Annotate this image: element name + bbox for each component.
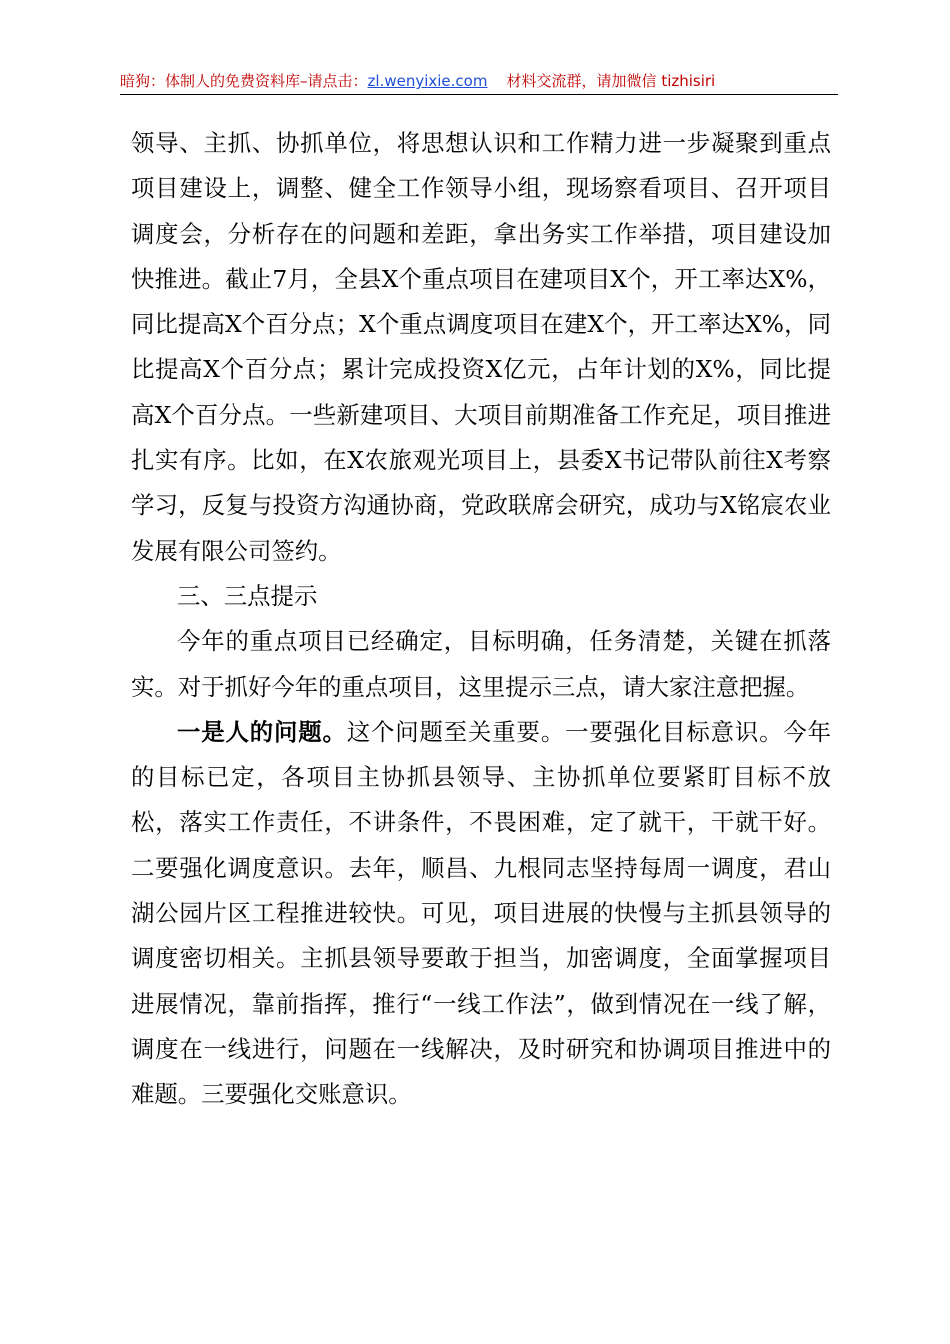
document-body	[131, 121, 831, 1118]
header-link[interactable]: zl.wenyixie.com	[367, 72, 488, 90]
header-contact-text: 材料交流群，请加微信 tizhisiri	[506, 72, 716, 90]
header-source-label: 暗狗：体制人的免费资料库	[120, 72, 301, 90]
paragraph-continuation: 领导、主抓、协抓单位，将思想认识和工作精力进一步凝聚到重点项目建设上，调整、健全工作领导小组，现场察看项目、召开项目调度会，分析存在的问题和差距，拿出务实工作举措，项目建设加快推进。截止7月，全县X个重点项目在建项目X个，开工率达X%，同比提高X个百分点；X个重点调度项目在建X个，开工率达X%，同比提高X个百分点；累计完成投资X亿元，占年计划的X%，同比提高X个百分点。一些新建项目、大项目前期准备工作充足，项目推进扎实有序。比如，在X农旅观光项目上，县委X书记带队前往X考察学习，反复与投资方沟通协商，党政联席会研究，成功与X铭宸农业发展有限公司签约。	[131, 129, 831, 565]
page-header	[120, 70, 838, 96]
paragraph-point-one	[131, 710, 831, 1118]
point-one-text: 这个问题至关重要。一要强化目标意识。今年的目标已定，各项目主协抓县领导、主协抓单位要紧盯目标不放松，落实工作责任，不讲条件，不畏困难，定了就干，干就干好。二要强化调度意识。去年，顺昌、九根同志坚持每周一调度，君山湖公园片区工程推进较快。可见，项目进展的快慢与主抓县领导的调度密切相关。主抓县领导要敢于担当，加密调度，全面掌握项目进展情况，靠前指挥，推行“一线工作法”，做到情况在一线了解，调度在一线进行，问题在一线解决，及时研究和协调项目推进中的难题。三要强化交账意识。	[131, 717, 832, 1109]
point-one-lead: 一是人的问题。	[177, 717, 347, 746]
header-click-prompt: –请点击：	[300, 72, 368, 90]
header-divider	[120, 94, 838, 95]
section-heading: 三、三点提示	[177, 581, 318, 610]
paragraph-intro: 今年的重点项目已经确定，目标明确，任务清楚，关键在抓落实。对于抓好今年的重点项目，这里提示三点，请大家注意把握。	[131, 627, 831, 701]
